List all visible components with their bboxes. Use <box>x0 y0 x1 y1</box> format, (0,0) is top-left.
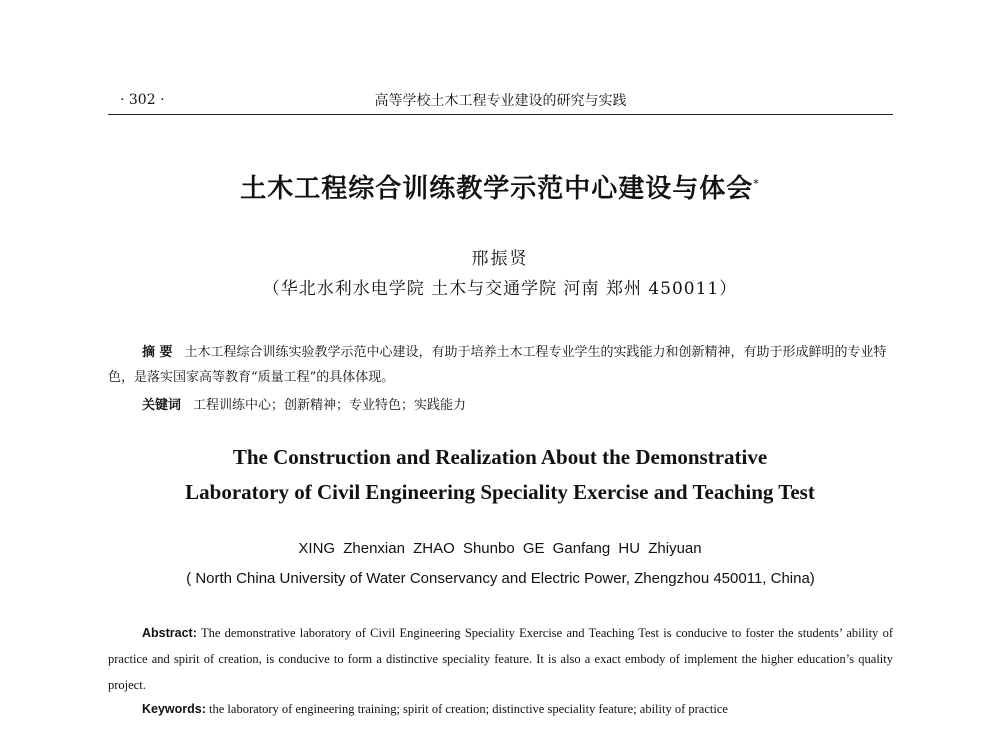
english-keywords-label: Keywords: <box>142 702 206 716</box>
english-authors: XING Zhenxian ZHAO Shunbo GE Ganfang HU Zhiyuan <box>298 540 702 557</box>
journal-title: 高等学校土木工程专业建设的研究与实践 <box>374 93 627 109</box>
chinese-title <box>150 168 850 205</box>
chinese-abstract-label: 摘 要 <box>142 345 173 360</box>
english-keywords <box>142 702 893 717</box>
chinese-keywords-text: 工程训练中心；创新精神；专业特色；实践能力 <box>193 398 467 413</box>
english-title-line-2: Laboratory of Civil Engineering Speciality Exercise and Teaching Test <box>185 480 815 504</box>
chinese-title-text: 土木工程综合训练教学示范中心建设与体会 <box>240 174 754 204</box>
english-abstract <box>108 620 893 698</box>
title-footnote-mark: * <box>753 177 760 191</box>
header-rule <box>108 114 893 115</box>
chinese-abstract-text: 土木工程综合训练实验教学示范中心建设，有助于培养土木工程专业学生的实践能力和创新精神，有助于形成鲜明的专业特色，是落实国家高等教育“质量工程”的具体体现。 <box>108 345 887 385</box>
chinese-affiliation: （华北水利水电学院 土木与交通学院 河南 郑州 450011） <box>262 279 738 299</box>
english-title-line-1: The Construction and Realization About the Demonstrative <box>232 445 768 469</box>
english-keywords-text: the laboratory of engineering training; spirit of creation; distinctive speciality feature; ability of practice <box>209 702 728 716</box>
chinese-keywords <box>142 394 893 413</box>
english-abstract-text: The demonstrative laboratory of Civil Engineering Speciality Exercise and Teaching Test is conducive to foster the students’ ability of practice and spirit of creation, is conducive to form a distinctive speciality feature. It is also a exact embody of implement the higher education’s quality project. <box>108 626 894 692</box>
running-header <box>108 84 893 114</box>
english-affiliation: ( North China University of Water Conservancy and Electric Power, Zhengzhou 450011, China) <box>186 570 815 587</box>
page-number: · 302 · <box>120 92 165 108</box>
chinese-author: 邢振贤 <box>471 249 529 269</box>
chinese-abstract <box>108 340 893 390</box>
chinese-keywords-label: 关键词 <box>142 398 182 413</box>
english-abstract-label: Abstract: <box>142 626 197 640</box>
english-title <box>110 440 890 510</box>
